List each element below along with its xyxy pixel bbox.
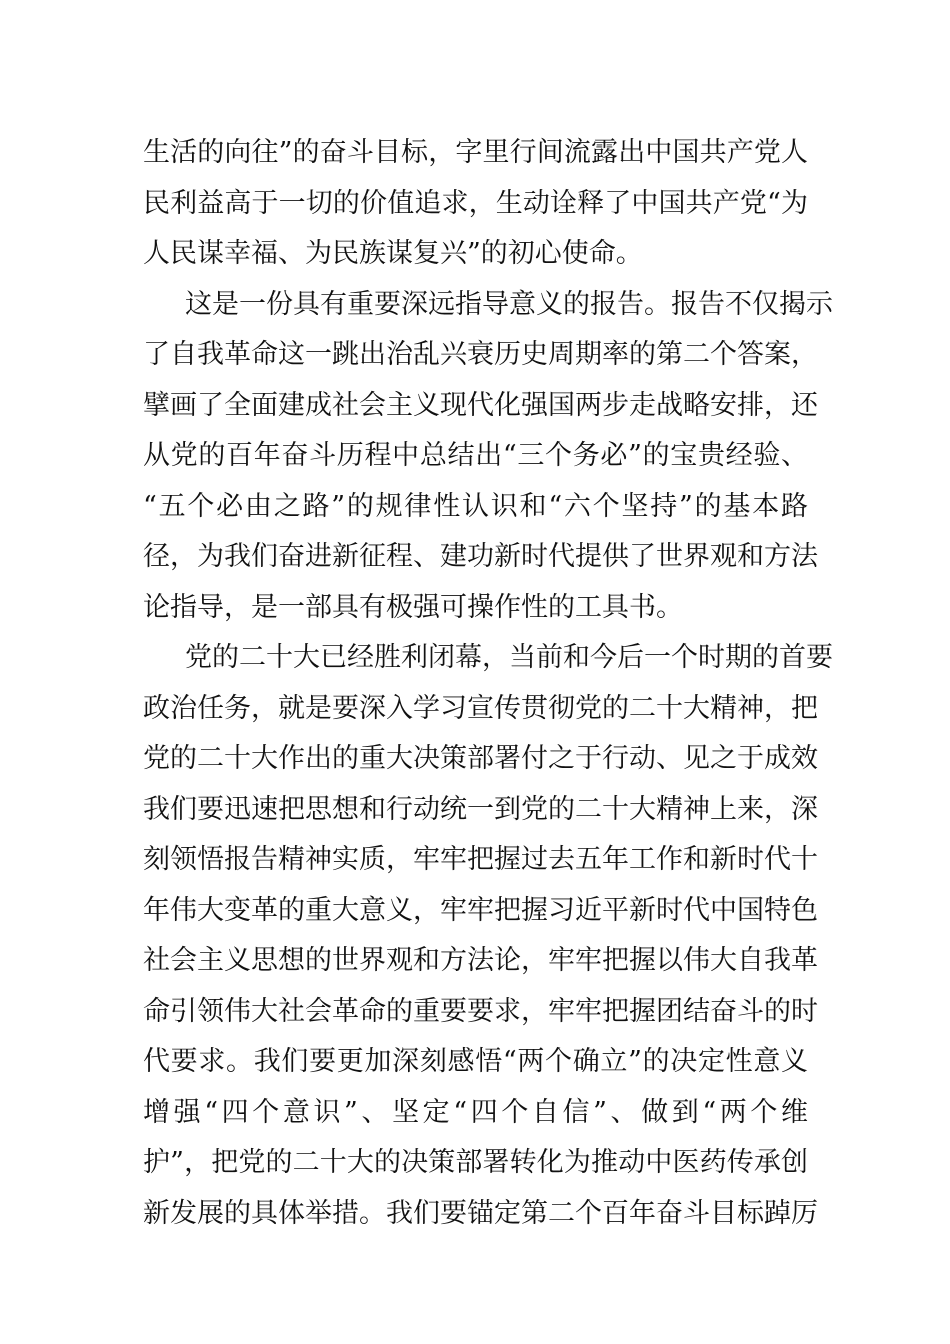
text-line: 社会主义思想的世界观和方法论，牢牢把握以伟大自我革 [143,945,818,976]
text-line: 政治任务，就是要深入学习宣传贯彻党的二十大精神，把 [143,692,818,724]
text-line: 命引领伟大社会革命的重要要求，牢牢把握团结奋斗的时 [143,995,818,1027]
text-line: 刻领悟报告精神实质，牢牢把握过去五年工作和新时代十 [143,844,818,875]
text-line: 民利益高于一切的价值追求，生动诠释了中国共产党“为 [143,187,808,219]
text-line: 我们要迅速把思想和行动统一到党的二十大精神上来，深 [143,793,818,825]
text-line: “五个必由之路”的规律性认识和“六个坚持”的基本路 [143,490,808,522]
text-line: 党的二十大已经胜利闭幕，当前和今后一个时期的首要 [185,642,833,673]
text-line: 年伟大变革的重大意义，牢牢把握习近平新时代中国特色 [143,894,818,926]
text-line: 人民谋幸福、为民族谋复兴”的初心使命。 [143,238,643,269]
text-line: 从党的百年奋斗历程中总结出“三个务必”的宝贵经验、 [143,440,808,471]
text-line: 擘画了全面建成社会主义现代化强国两步走战略安排，还 [143,389,818,421]
text-line: 新发展的具体举措。我们要锚定第二个百年奋斗目标踔厉 [143,1197,818,1229]
text-line: 增强“四个意识”、坚定“四个自信”、做到“两个维 [143,1096,808,1128]
text-line: 径，为我们奋进新征程、建功新时代提供了世界观和方法 [143,541,818,572]
text-line: 护”，把党的二十大的决策部署转化为推动中医药传承创 [143,1147,808,1178]
text-line: 这是一份具有重要深远指导意义的报告。报告不仅揭示 [185,288,833,320]
text-line: 论指导，是一部具有极强可操作性的工具书。 [143,591,683,623]
body-text [143,128,833,1239]
text-line: 了自我革命这一跳出治乱兴衰历史周期率的第二个答案， [143,339,818,370]
text-line: 代要求。我们要更加深刻感悟“两个确立”的决定性意义 [143,1046,808,1077]
text-line: 生活的向往”的奋斗目标，字里行间流露出中国共产党人 [143,137,808,168]
text-line: 党的二十大作出的重大决策部署付之于行动、见之于成效 [143,743,818,774]
